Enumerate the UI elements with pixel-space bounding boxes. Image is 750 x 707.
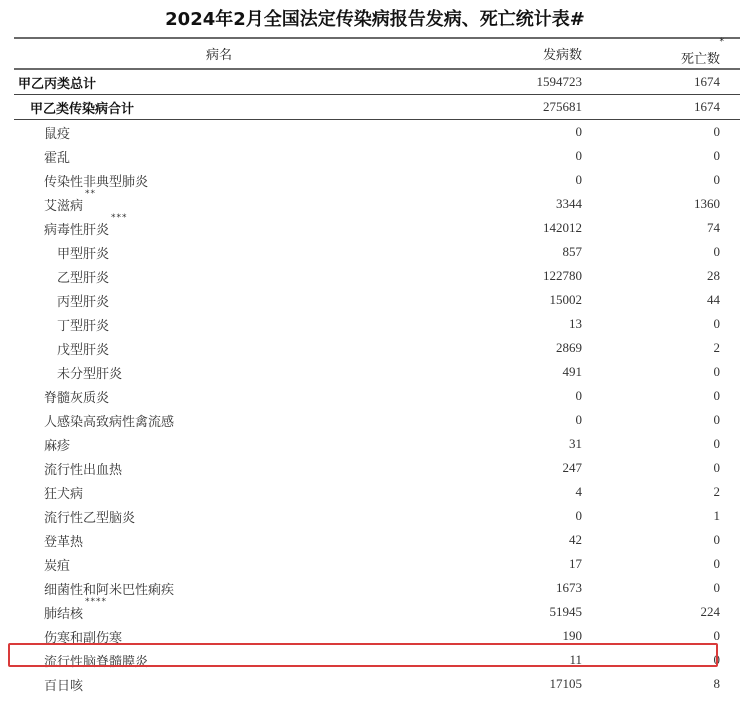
cases-cell: 1594723	[536, 74, 582, 89]
disease-name-cell	[14, 144, 70, 168]
disease-name-cell	[14, 213, 128, 240]
cases-cell: 142012	[543, 220, 582, 235]
deaths-cell: 0	[713, 628, 720, 643]
disease-name-cell	[14, 312, 109, 336]
header-deaths-label: 死亡数	[680, 52, 720, 67]
cases-cell: 3344	[556, 196, 582, 211]
disease-name: 甲型肝炎	[57, 246, 110, 262]
deaths-cell: 0	[713, 412, 720, 427]
deaths-cell: 0	[713, 436, 720, 451]
disease-name-cell	[14, 95, 134, 119]
disease-name: 人感染高致病性禽流感	[44, 414, 175, 430]
deaths-cell: 1	[713, 508, 720, 523]
disease-name: 脊髓灰质炎	[44, 390, 110, 406]
disease-name: 狂犬病	[44, 486, 84, 502]
disease-name-cell	[14, 504, 135, 528]
table-row	[14, 312, 740, 336]
deaths-cell: 0	[713, 124, 720, 139]
table-row	[14, 432, 740, 456]
disease-name-cell	[14, 624, 122, 648]
cases-cell: 122780	[543, 268, 582, 283]
deaths-cell: 2	[713, 484, 720, 499]
cases-cell: 42	[569, 532, 582, 547]
disease-name: 肺结核	[44, 606, 84, 622]
cases-cell: 0	[575, 388, 582, 403]
disease-name: 传染性非典型肺炎	[44, 174, 149, 190]
deaths-cell: 0	[713, 532, 720, 547]
disease-name: 甲乙丙类总计	[18, 76, 97, 92]
disease-name: 细菌性和阿米巴性痢疾	[44, 582, 175, 598]
table-row	[14, 456, 740, 480]
cases-cell: 0	[575, 148, 582, 163]
disease-name-cell	[14, 120, 70, 144]
disease-name: 戊型肝炎	[57, 342, 110, 358]
table-row	[14, 288, 740, 312]
table-row	[14, 480, 740, 504]
disease-name: 病毒性肝炎	[44, 222, 110, 238]
cases-cell: 1673	[556, 580, 582, 595]
table-row	[14, 597, 740, 624]
disease-name: 丁型肝炎	[57, 318, 110, 334]
table-row	[14, 213, 740, 240]
deaths-cell: 0	[713, 556, 720, 571]
cases-cell: 0	[575, 124, 582, 139]
deaths-cell: 0	[713, 460, 720, 475]
disease-name: 丙型肝炎	[57, 294, 110, 310]
disease-name-cell	[14, 648, 148, 672]
disease-name-cell	[14, 528, 83, 552]
disease-name-cell	[14, 360, 122, 384]
deaths-cell: 0	[713, 580, 720, 595]
disease-name-cell	[14, 552, 70, 576]
cases-cell: 247	[562, 460, 582, 475]
disease-name-cell	[14, 70, 96, 94]
cases-cell: 275681	[543, 99, 582, 114]
table-row	[14, 240, 740, 264]
deaths-cell: 1674	[694, 74, 720, 89]
header-cases: 发病数	[542, 48, 582, 63]
header-disease-name: 病名	[205, 48, 232, 63]
table-row	[14, 408, 740, 432]
disease-name-cell	[14, 336, 109, 360]
disease-name: 麻疹	[44, 438, 71, 454]
table-row	[14, 576, 740, 600]
cases-cell: 491	[562, 364, 582, 379]
footnote-mark: ****	[85, 597, 108, 607]
deaths-cell: 0	[713, 316, 720, 331]
table-row	[14, 120, 740, 144]
header-deaths-footnote-mark: *	[719, 37, 724, 47]
table-row	[14, 360, 740, 384]
page-title: 2024年2月全国法定传染病报告发病、死亡统计表#	[165, 9, 585, 30]
table-row	[14, 144, 740, 168]
disease-name: 炭疽	[44, 558, 71, 574]
deaths-cell: 2	[713, 340, 720, 355]
cases-cell: 11	[569, 652, 582, 667]
disease-name: 百日咳	[44, 678, 84, 694]
disease-name: 乙型肝炎	[57, 270, 110, 286]
disease-name-cell	[14, 456, 122, 480]
deaths-cell: 0	[713, 148, 720, 163]
cases-cell: 15002	[549, 292, 582, 307]
cases-cell: 0	[575, 412, 582, 427]
cases-cell: 51945	[549, 604, 582, 619]
table-row	[14, 504, 740, 528]
deaths-cell: 1360	[694, 196, 720, 211]
cases-cell: 17	[569, 556, 582, 571]
disease-name: 流行性出血热	[44, 462, 123, 478]
cases-cell: 2869	[556, 340, 582, 355]
table-row	[14, 648, 740, 672]
cases-cell: 190	[562, 628, 582, 643]
deaths-cell: 1674	[694, 99, 720, 114]
table-row	[14, 624, 740, 648]
deaths-cell: 0	[713, 388, 720, 403]
disease-name: 流行性乙型脑炎	[44, 510, 136, 526]
footnote-mark: ***	[111, 213, 128, 223]
table-row-highlighted	[14, 672, 740, 696]
table-row	[14, 552, 740, 576]
table-row	[14, 168, 740, 192]
deaths-cell: 74	[707, 220, 720, 235]
deaths-cell: 0	[713, 652, 720, 667]
disease-name-cell	[14, 597, 108, 624]
disease-name: 鼠疫	[44, 126, 71, 142]
table-row	[14, 528, 740, 552]
cases-cell: 857	[562, 244, 582, 259]
disease-name-cell	[14, 384, 109, 408]
disease-name: 霍乱	[44, 150, 71, 166]
statistics-table	[14, 37, 740, 696]
disease-name: 流行性脑脊髓膜炎	[44, 654, 149, 670]
disease-name-cell	[14, 168, 148, 192]
disease-name: 甲乙类传染病合计	[30, 101, 135, 117]
deaths-cell: 0	[713, 244, 720, 259]
disease-name-cell	[14, 432, 70, 456]
table-row	[14, 95, 740, 119]
cases-cell: 13	[569, 316, 582, 331]
deaths-cell: 224	[700, 604, 720, 619]
cases-cell: 4	[575, 484, 582, 499]
disease-name: 未分型肝炎	[57, 366, 123, 382]
disease-name-cell	[14, 672, 83, 696]
footnote-mark: **	[85, 189, 97, 199]
cases-cell: 31	[569, 436, 582, 451]
disease-name: 登革热	[44, 534, 84, 550]
disease-name-cell	[14, 408, 174, 432]
disease-name-cell	[14, 189, 97, 216]
deaths-cell: 0	[713, 172, 720, 187]
table-header-row	[14, 39, 740, 68]
table-row	[14, 384, 740, 408]
table-body	[14, 70, 740, 696]
table-row	[14, 70, 740, 94]
deaths-cell: 8	[713, 676, 720, 691]
disease-name-cell	[14, 264, 109, 288]
table-row	[14, 336, 740, 360]
table-row	[14, 264, 740, 288]
disease-name-cell	[14, 240, 109, 264]
disease-name-cell	[14, 480, 83, 504]
deaths-cell: 0	[713, 364, 720, 379]
cases-cell: 17105	[549, 676, 582, 691]
deaths-cell: 44	[707, 292, 720, 307]
deaths-cell: 28	[707, 268, 720, 283]
disease-name-cell	[14, 288, 109, 312]
cases-cell: 0	[575, 172, 582, 187]
disease-name: 艾滋病	[44, 198, 84, 214]
disease-name: 伤寒和副伤寒	[44, 630, 123, 646]
cases-cell: 0	[575, 508, 582, 523]
